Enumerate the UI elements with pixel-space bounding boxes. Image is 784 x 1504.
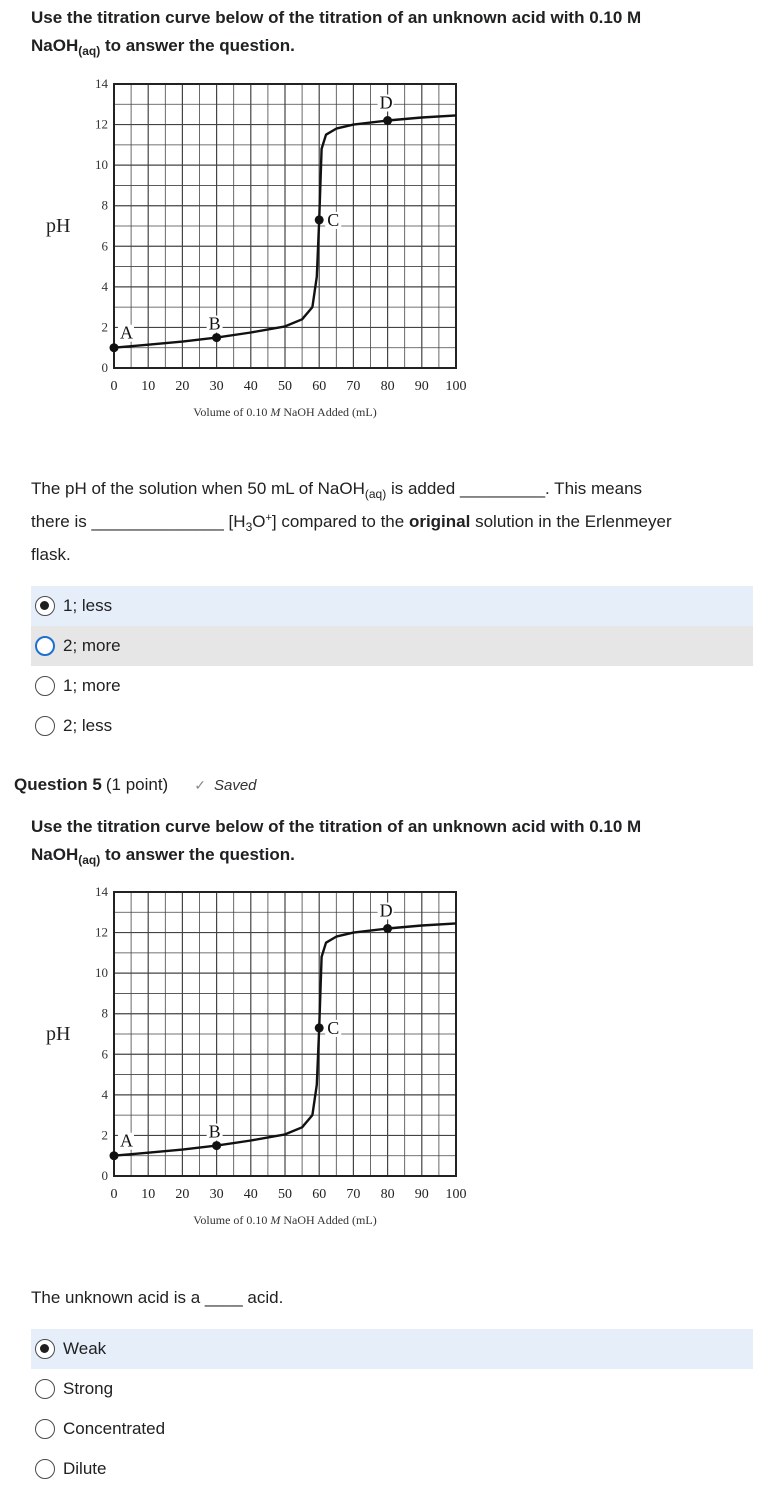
naoh-text: NaOH xyxy=(31,845,79,864)
radio-button-checked[interactable] xyxy=(35,1339,55,1359)
y-tick-label: 14 xyxy=(95,884,108,899)
question5-intro-line1: Use the titration curve below of the titration of an unknown acid with 0.10 M xyxy=(31,817,642,836)
radio-button[interactable] xyxy=(35,1379,55,1399)
aq-subscript: (aq) xyxy=(78,44,101,58)
x-axis-label-italic: M xyxy=(270,405,281,419)
y-tick-label: 14 xyxy=(95,76,108,91)
q4-option-2-less[interactable] xyxy=(31,706,753,746)
h3o-subscript: 3 xyxy=(245,520,253,534)
q5-option-dilute[interactable] xyxy=(31,1449,753,1489)
data-point-A xyxy=(110,1151,119,1160)
q5-option-concentrated[interactable] xyxy=(31,1409,753,1449)
saved-label: Saved xyxy=(213,776,257,794)
x-tick-label: 80 xyxy=(380,1187,395,1202)
radio-button[interactable] xyxy=(35,716,55,736)
data-point-D xyxy=(383,116,392,125)
option-label: 1; more xyxy=(63,676,121,695)
x-axis-label-part: Volume of 0.10 xyxy=(193,405,271,419)
question5-text: The unknown acid is a ____ acid. xyxy=(31,1288,284,1307)
question5-header xyxy=(14,775,257,795)
radio-button-checked[interactable] xyxy=(35,596,55,616)
point-label-C: C xyxy=(327,1017,340,1038)
x-tick-label: 30 xyxy=(209,379,224,394)
y-tick-label: 2 xyxy=(101,319,108,335)
x-axis-label-part: NaOH Added (mL) xyxy=(280,405,377,419)
option-label: Weak xyxy=(63,1339,107,1358)
question4-text-line3: flask. xyxy=(31,545,71,564)
question4-options xyxy=(31,586,753,746)
y-axis-label: pH xyxy=(46,215,71,238)
question4-text-line1 xyxy=(31,472,761,505)
data-point-C xyxy=(315,1023,324,1032)
y-tick-label: 4 xyxy=(101,1086,108,1102)
y-tick-label: 10 xyxy=(95,157,108,173)
question5-points: (1 point) xyxy=(105,775,169,794)
question4-intro xyxy=(31,4,751,60)
radio-button[interactable] xyxy=(35,636,55,656)
x-tick-label: 0 xyxy=(110,1187,118,1202)
question4-text-line2 xyxy=(31,505,761,538)
option-label: Dilute xyxy=(63,1459,107,1478)
point-label-A: A xyxy=(120,322,133,343)
x-tick-label: 90 xyxy=(414,379,429,394)
intro-rest: to answer the question. xyxy=(100,845,295,864)
y-tick-label: 6 xyxy=(101,1046,108,1062)
x-tick-label: 70 xyxy=(346,1187,361,1202)
y-tick-label: 0 xyxy=(101,1168,108,1183)
q4-text-part1: The pH of the solution when 50 mL of NaOH xyxy=(31,479,365,498)
point-label-C: C xyxy=(327,209,340,230)
q5-option-weak[interactable] xyxy=(31,1329,753,1369)
point-label-A: A xyxy=(120,1130,133,1151)
point-label-D: D xyxy=(379,92,393,113)
point-label-D: D xyxy=(379,900,393,921)
x-axis-label xyxy=(193,405,376,419)
titration-curve-chart-q4 xyxy=(30,72,490,432)
y-axis-label: pH xyxy=(46,1023,71,1046)
y-tick-label: 4 xyxy=(101,278,108,294)
y-tick-label: 8 xyxy=(101,1005,108,1021)
option-label: 2; less xyxy=(63,716,113,735)
y-tick-label: 6 xyxy=(101,238,108,254)
q4-text-part2: is added _________. This means xyxy=(386,479,643,498)
x-tick-label: 10 xyxy=(141,379,156,394)
x-tick-label: 20 xyxy=(175,379,190,394)
x-tick-label: 100 xyxy=(445,1187,467,1202)
x-tick-label: 30 xyxy=(209,1187,224,1202)
data-point-D xyxy=(383,924,392,933)
option-label: 2; more xyxy=(63,636,121,655)
plus-superscript: + xyxy=(265,512,272,524)
question5-intro-line2 xyxy=(31,841,751,869)
x-tick-label: 90 xyxy=(414,1187,429,1202)
x-tick-label: 60 xyxy=(312,1187,327,1202)
x-tick-label: 60 xyxy=(312,379,327,394)
question5-intro xyxy=(31,813,751,869)
option-label: 1; less xyxy=(63,596,113,615)
original-bold: original xyxy=(408,512,471,531)
y-tick-label: 2 xyxy=(101,1127,108,1143)
y-tick-label: 8 xyxy=(101,197,108,213)
question5-title: Question 5 xyxy=(14,775,102,794)
naoh-text: NaOH xyxy=(31,36,79,55)
x-axis-label-part: Volume of 0.10 xyxy=(193,1213,271,1227)
x-tick-label: 100 xyxy=(445,379,467,394)
x-tick-label: 0 xyxy=(110,379,118,394)
y-tick-label: 12 xyxy=(95,116,108,132)
oxygen-text: O xyxy=(252,512,266,531)
point-label-B: B xyxy=(208,1121,221,1142)
titration-curve-chart-q5 xyxy=(30,880,490,1240)
data-point-B xyxy=(212,333,221,342)
data-point-A xyxy=(110,343,119,352)
q4-option-1-less[interactable] xyxy=(31,586,753,626)
x-tick-label: 40 xyxy=(243,379,258,394)
y-tick-label: 0 xyxy=(101,360,108,375)
radio-button[interactable] xyxy=(35,676,55,696)
x-axis-label-italic: M xyxy=(270,1213,281,1227)
q4-text-part3: there is ______________ [H xyxy=(31,512,246,531)
q4-option-1-more[interactable] xyxy=(31,666,753,706)
radio-button[interactable] xyxy=(35,1459,55,1479)
option-label: Concentrated xyxy=(63,1419,166,1438)
x-tick-label: 80 xyxy=(380,379,395,394)
checkmark-icon: ✓ xyxy=(194,776,206,793)
saved-status xyxy=(194,777,256,794)
y-tick-label: 10 xyxy=(95,965,108,981)
question4-intro-line2 xyxy=(31,32,751,60)
q5-option-strong[interactable] xyxy=(31,1369,753,1409)
question4-intro-line1: Use the titration curve below of the titration of an unknown acid with 0.10 M xyxy=(31,8,642,27)
data-point-B xyxy=(212,1141,221,1150)
y-tick-label: 12 xyxy=(95,924,108,940)
data-point-C xyxy=(315,215,324,224)
x-tick-label: 50 xyxy=(278,379,292,394)
x-axis-label xyxy=(193,1213,376,1227)
option-label: Strong xyxy=(63,1379,114,1398)
x-tick-label: 70 xyxy=(346,379,361,394)
question4-text xyxy=(31,472,761,571)
point-label-B: B xyxy=(208,313,221,334)
q4-text-part5: solution in the Erlenmeyer xyxy=(470,512,672,531)
x-tick-label: 20 xyxy=(175,1187,190,1202)
aq-subscript: (aq) xyxy=(78,853,101,867)
question5-options xyxy=(31,1329,753,1489)
q4-text-part4: ] compared to the xyxy=(271,512,409,531)
intro-rest: to answer the question. xyxy=(100,36,295,55)
x-tick-label: 10 xyxy=(141,1187,156,1202)
q4-option-2-more[interactable] xyxy=(31,626,753,666)
x-axis-label-part: NaOH Added (mL) xyxy=(280,1213,377,1227)
x-tick-label: 50 xyxy=(278,1187,292,1202)
x-tick-label: 40 xyxy=(243,1187,258,1202)
q4-aq-subscript: (aq) xyxy=(364,487,387,501)
radio-button[interactable] xyxy=(35,1419,55,1439)
